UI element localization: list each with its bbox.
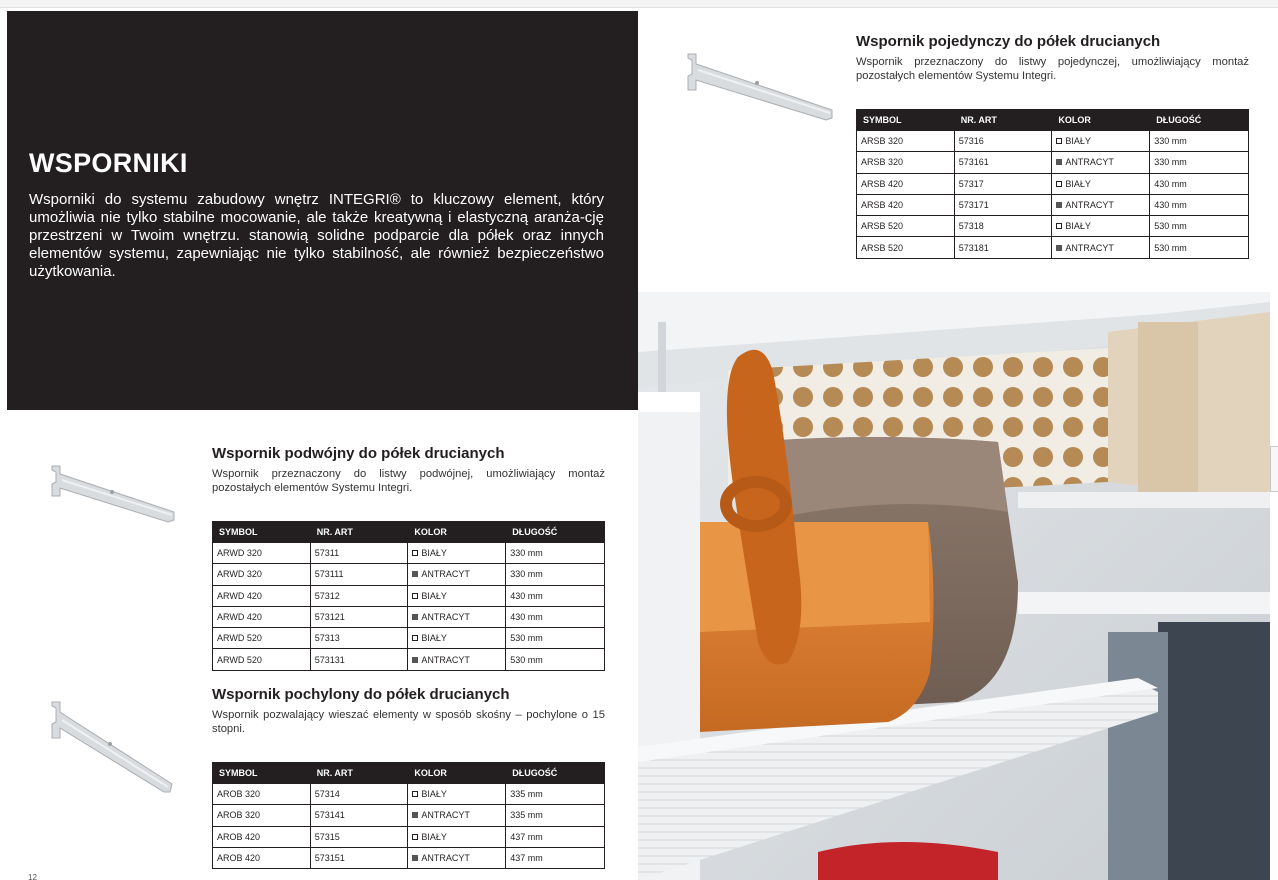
product-title: Wspornik podwójny do półek drucianych bbox=[212, 445, 505, 462]
viewer-top-bar bbox=[0, 0, 1278, 8]
cell-symbol: ARSB 420 bbox=[857, 194, 955, 215]
color-label: ANTRACYT bbox=[421, 654, 470, 665]
antracyt-swatch-icon bbox=[412, 571, 418, 577]
antracyt-swatch-icon bbox=[412, 614, 418, 620]
table-row bbox=[213, 543, 605, 564]
color-label: BIAŁY bbox=[421, 789, 447, 800]
cell-symbol: ARSB 320 bbox=[857, 131, 955, 152]
cell-nr-art: 57317 bbox=[954, 173, 1052, 194]
cell-symbol: AROB 420 bbox=[213, 847, 311, 868]
table-row bbox=[213, 585, 605, 606]
cell-dlugosc: 330 mm bbox=[506, 564, 605, 585]
cell-dlugosc: 335 mm bbox=[506, 805, 605, 826]
column-header-kolor: KOLOR bbox=[408, 763, 506, 784]
color-label: ANTRACYT bbox=[421, 810, 470, 821]
cell-dlugosc: 437 mm bbox=[506, 847, 605, 868]
white-swatch-icon bbox=[412, 791, 418, 797]
cell-dlugosc: 530 mm bbox=[1150, 237, 1249, 258]
column-header-dlugosc: DŁUGOŚĆ bbox=[506, 763, 605, 784]
color-label: ANTRACYT bbox=[1065, 157, 1114, 168]
product-description: Wspornik przeznaczony do listwy podwójnej, umożliwiający montaż pozostałych elementów Systemu Integri. bbox=[212, 468, 605, 494]
column-header-symbol: SYMBOL bbox=[213, 522, 311, 543]
cell-dlugosc: 330 mm bbox=[506, 543, 605, 564]
white-swatch-icon bbox=[1056, 181, 1062, 187]
table-row bbox=[213, 606, 605, 627]
cell-nr-art: 573111 bbox=[310, 564, 408, 585]
table-row bbox=[857, 216, 1249, 237]
cell-kolor bbox=[1052, 194, 1150, 215]
cell-nr-art: 57313 bbox=[310, 628, 408, 649]
page-title: WSPORNIKI bbox=[29, 148, 188, 178]
cell-dlugosc: 330 mm bbox=[1150, 152, 1249, 173]
cell-kolor bbox=[1052, 173, 1150, 194]
bracket-single-image bbox=[684, 50, 836, 122]
color-label: BIAŁY bbox=[421, 590, 447, 601]
cell-nr-art: 57314 bbox=[310, 784, 408, 805]
cell-dlugosc: 430 mm bbox=[506, 585, 605, 606]
cell-kolor bbox=[408, 784, 506, 805]
column-header-kolor: KOLOR bbox=[408, 522, 506, 543]
cell-dlugosc: 430 mm bbox=[506, 606, 605, 627]
spec-table-single bbox=[856, 109, 1249, 259]
cell-dlugosc: 530 mm bbox=[1150, 216, 1249, 237]
intro-text: Wsporniki do systemu zabudowy wnętrz INTEGRI® to kluczowy element, który umożliwia nie tylko stabilne mocowanie, ale także kreatywną i elastyczną aranża-cję przestrzeni w Twoim wnętrzu. stanowią solidne podparcie dla półek oraz innych elementów systemu, zapewniając nie tylko stabilność, ale również bezpieczeństwo użytkowania. bbox=[29, 191, 604, 280]
cell-nr-art: 57315 bbox=[310, 826, 408, 847]
cell-kolor bbox=[1052, 237, 1150, 258]
column-header-dlugosc: DŁUGOŚĆ bbox=[506, 522, 605, 543]
white-swatch-icon bbox=[412, 635, 418, 641]
column-header-nr-art: NR. ART bbox=[954, 110, 1052, 131]
cell-symbol: ARSB 520 bbox=[857, 216, 955, 237]
column-header-symbol: SYMBOL bbox=[857, 110, 955, 131]
cell-kolor bbox=[408, 606, 506, 627]
cell-dlugosc: 430 mm bbox=[1150, 173, 1249, 194]
cell-dlugosc: 335 mm bbox=[506, 784, 605, 805]
color-label: BIAŁY bbox=[1065, 221, 1091, 232]
lifestyle-photo bbox=[638, 292, 1270, 880]
table-row bbox=[857, 152, 1249, 173]
cell-symbol: ARWD 420 bbox=[213, 606, 311, 627]
cell-kolor bbox=[408, 564, 506, 585]
cell-nr-art: 573131 bbox=[310, 649, 408, 670]
cell-nr-art: 57311 bbox=[310, 543, 408, 564]
cell-kolor bbox=[408, 805, 506, 826]
cell-kolor bbox=[408, 826, 506, 847]
table-row bbox=[857, 194, 1249, 215]
cell-kolor bbox=[408, 847, 506, 868]
spec-table-inclined bbox=[212, 762, 605, 869]
color-label: BIAŁY bbox=[421, 831, 447, 842]
cell-kolor bbox=[408, 628, 506, 649]
cell-kolor bbox=[1052, 216, 1150, 237]
column-header-symbol: SYMBOL bbox=[213, 763, 311, 784]
cell-symbol: ARWD 520 bbox=[213, 649, 311, 670]
cell-nr-art: 573121 bbox=[310, 606, 408, 627]
cell-nr-art: 573151 bbox=[310, 847, 408, 868]
color-label: ANTRACYT bbox=[1065, 200, 1114, 211]
table-row bbox=[213, 805, 605, 826]
antracyt-swatch-icon bbox=[1056, 245, 1062, 251]
cell-nr-art: 573141 bbox=[310, 805, 408, 826]
antracyt-swatch-icon bbox=[412, 657, 418, 663]
cell-kolor bbox=[1052, 152, 1150, 173]
color-label: BIAŁY bbox=[421, 548, 447, 559]
cell-symbol: AROB 320 bbox=[213, 784, 311, 805]
table-row bbox=[213, 564, 605, 585]
cell-kolor bbox=[1052, 131, 1150, 152]
table-row bbox=[213, 784, 605, 805]
bracket-inclined-image bbox=[48, 698, 178, 798]
cell-symbol: ARSB 320 bbox=[857, 152, 955, 173]
cell-nr-art: 57312 bbox=[310, 585, 408, 606]
table-row bbox=[213, 826, 605, 847]
color-label: ANTRACYT bbox=[421, 569, 470, 580]
cell-symbol: ARWD 420 bbox=[213, 585, 311, 606]
cell-dlugosc: 330 mm bbox=[1150, 131, 1249, 152]
product-title: Wspornik pojedynczy do półek drucianych bbox=[856, 33, 1161, 50]
color-label: BIAŁY bbox=[421, 633, 447, 644]
color-label: ANTRACYT bbox=[421, 612, 470, 623]
cell-symbol: AROB 420 bbox=[213, 826, 311, 847]
cell-nr-art: 57316 bbox=[954, 131, 1052, 152]
antracyt-swatch-icon bbox=[1056, 159, 1062, 165]
cell-dlugosc: 530 mm bbox=[506, 628, 605, 649]
antracyt-swatch-icon bbox=[412, 812, 418, 818]
column-header-nr-art: NR. ART bbox=[310, 763, 408, 784]
cell-symbol: AROB 320 bbox=[213, 805, 311, 826]
cell-nr-art: 573161 bbox=[954, 152, 1052, 173]
color-label: ANTRACYT bbox=[1065, 242, 1114, 253]
intro-panel bbox=[7, 11, 638, 410]
cell-kolor bbox=[408, 649, 506, 670]
table-row bbox=[857, 131, 1249, 152]
column-header-kolor: KOLOR bbox=[1052, 110, 1150, 131]
product-title: Wspornik pochylony do półek drucianych bbox=[212, 686, 510, 703]
white-swatch-icon bbox=[412, 834, 418, 840]
scrollbar-handle[interactable] bbox=[1270, 446, 1278, 492]
product-section-inclined bbox=[212, 686, 605, 736]
table-row bbox=[857, 173, 1249, 194]
cell-nr-art: 57318 bbox=[954, 216, 1052, 237]
color-label: BIAŁY bbox=[1065, 136, 1091, 147]
white-swatch-icon bbox=[1056, 138, 1062, 144]
cell-symbol: ARWD 320 bbox=[213, 564, 311, 585]
cell-symbol: ARWD 320 bbox=[213, 543, 311, 564]
table-row bbox=[213, 847, 605, 868]
page-number: 12 bbox=[28, 873, 37, 880]
spec-table-double bbox=[212, 521, 605, 671]
cell-kolor bbox=[408, 543, 506, 564]
white-swatch-icon bbox=[412, 550, 418, 556]
cell-dlugosc: 430 mm bbox=[1150, 194, 1249, 215]
color-label: ANTRACYT bbox=[421, 853, 470, 864]
antracyt-swatch-icon bbox=[1056, 202, 1062, 208]
cell-nr-art: 573181 bbox=[954, 237, 1052, 258]
white-swatch-icon bbox=[412, 593, 418, 599]
table-row bbox=[857, 237, 1249, 258]
product-section-double bbox=[212, 445, 605, 495]
cell-dlugosc: 530 mm bbox=[506, 649, 605, 670]
cell-kolor bbox=[408, 585, 506, 606]
product-section-single bbox=[856, 33, 1249, 83]
product-description: Wspornik przeznaczony do listwy pojedynczej, umożliwiający montaż pozostałych elementów Systemu Integri. bbox=[856, 56, 1249, 82]
antracyt-swatch-icon bbox=[412, 855, 418, 861]
cell-symbol: ARSB 520 bbox=[857, 237, 955, 258]
product-description: Wspornik pozwalający wieszać elementy w sposób skośny – pochylone o 15 stopni. bbox=[212, 709, 605, 735]
table-row bbox=[213, 628, 605, 649]
bracket-double-image bbox=[48, 462, 178, 526]
white-swatch-icon bbox=[1056, 223, 1062, 229]
column-header-dlugosc: DŁUGOŚĆ bbox=[1150, 110, 1249, 131]
cell-symbol: ARSB 420 bbox=[857, 173, 955, 194]
color-label: BIAŁY bbox=[1065, 178, 1091, 189]
column-header-nr-art: NR. ART bbox=[310, 522, 408, 543]
table-row bbox=[213, 649, 605, 670]
cell-nr-art: 573171 bbox=[954, 194, 1052, 215]
cell-dlugosc: 437 mm bbox=[506, 826, 605, 847]
cell-symbol: ARWD 520 bbox=[213, 628, 311, 649]
